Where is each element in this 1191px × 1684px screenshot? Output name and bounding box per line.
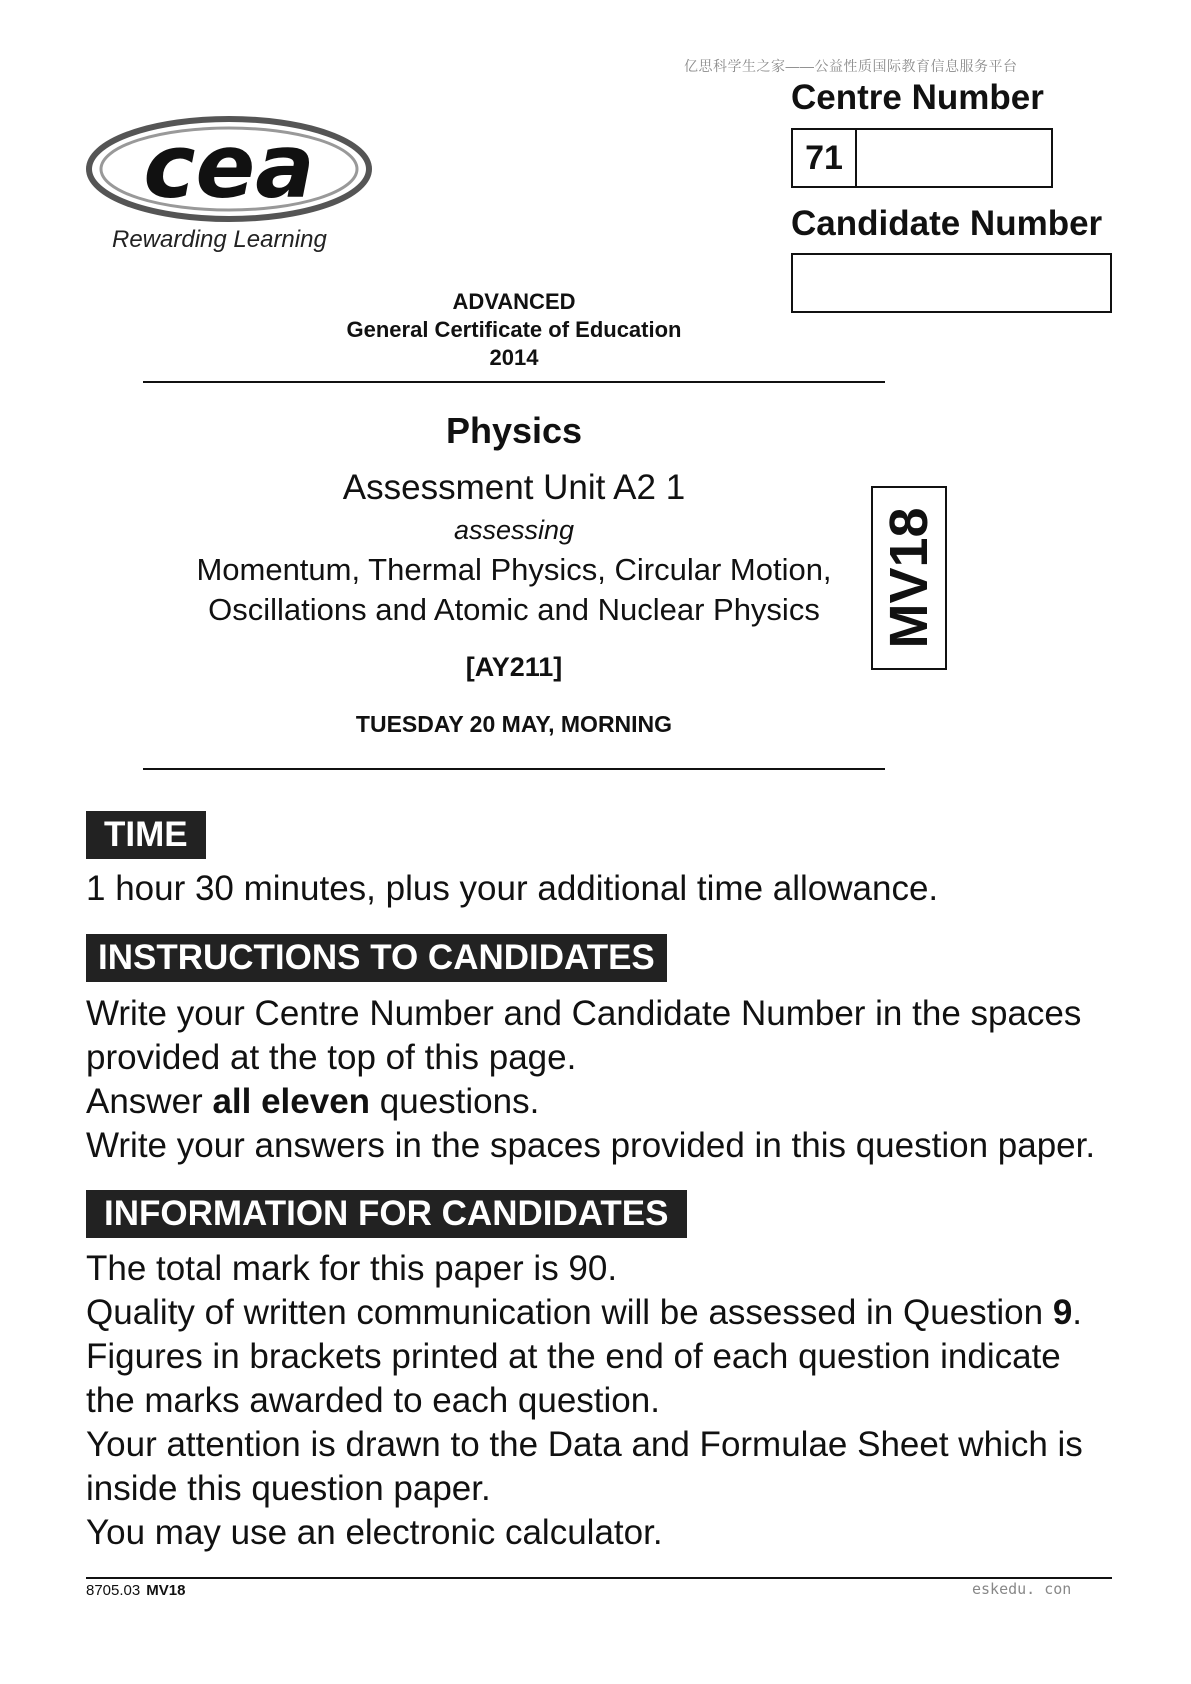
instructions-line-3 xyxy=(86,1080,539,1124)
information-line-3: Figures in brackets printed at the end of each question indicate xyxy=(86,1337,1061,1376)
centre-number-field[interactable] xyxy=(791,128,1053,188)
topics-line-2: Oscillations and Atomic and Nuclear Physics xyxy=(208,592,820,627)
side-code: MV18 xyxy=(879,507,939,649)
instructions-line-3-bold: all eleven xyxy=(212,1082,371,1121)
information-line-2-post: . xyxy=(1072,1293,1083,1332)
time-text: 1 hour 30 minutes, plus your additional time allowance. xyxy=(86,869,939,908)
exam-date: TUESDAY 20 MAY, MORNING xyxy=(355,711,673,737)
assessment-unit: Assessment Unit A2 1 xyxy=(342,468,686,507)
candidate-number-label: Candidate Number xyxy=(791,204,1103,243)
assessing-label: assessing xyxy=(453,515,575,545)
information-line-2 xyxy=(86,1291,1082,1335)
information-heading: INFORMATION FOR CANDIDATES xyxy=(86,1190,687,1238)
qualification-year: 2014 xyxy=(489,345,539,370)
instructions-line-3-pre: Answer xyxy=(86,1082,213,1121)
qualification-name: General Certificate of Education xyxy=(346,317,682,342)
instructions-line-2: provided at the top of this page. xyxy=(86,1038,577,1077)
information-line-2-pre: Quality of written communication will be assessed in Question xyxy=(86,1293,1053,1332)
centre-number-prefix: 71 xyxy=(793,130,857,186)
information-line-1: The total mark for this paper is 90. xyxy=(86,1249,618,1288)
information-line-7: You may use an electronic calculator. xyxy=(86,1513,663,1552)
footer-divider xyxy=(86,1577,1112,1579)
side-code-box xyxy=(871,486,947,670)
footer-site: eskedu. con xyxy=(972,1580,1072,1598)
instructions-line-1: Write your Centre Number and Candidate Number in the spaces xyxy=(86,994,1082,1033)
logo-tagline: Rewarding Learning xyxy=(112,226,327,253)
watermark-text: 亿思科学生之家——公益性质国际教育信息服务平台 xyxy=(684,58,1018,74)
information-line-4: the marks awarded to each question. xyxy=(86,1381,660,1420)
information-line-6: inside this question paper. xyxy=(86,1469,491,1508)
instructions-line-3-post: questions. xyxy=(370,1082,540,1121)
time-heading: TIME xyxy=(86,811,206,859)
divider-top xyxy=(143,381,885,383)
footer-paper-ref: MV18 xyxy=(146,1582,186,1599)
instructions-heading: INSTRUCTIONS TO CANDIDATES xyxy=(86,934,667,982)
topics-line-1: Momentum, Thermal Physics, Circular Motion, xyxy=(196,552,832,587)
information-line-5: Your attention is drawn to the Data and Formulae Sheet which is xyxy=(86,1425,1083,1464)
paper-code: [AY211] xyxy=(465,652,563,682)
information-line-2-bold: 9 xyxy=(1052,1293,1073,1332)
footer-code-number: 8705.03 xyxy=(86,1582,141,1599)
footer-code xyxy=(86,1582,185,1599)
divider-bottom xyxy=(143,768,885,770)
qualification-level: ADVANCED xyxy=(452,289,576,314)
subject-title: Physics xyxy=(445,410,583,451)
instructions-line-4: Write your answers in the spaces provided in this question paper. xyxy=(86,1126,1096,1165)
svg-text:cea: cea xyxy=(143,115,315,218)
centre-number-label: Centre Number xyxy=(791,78,1044,117)
